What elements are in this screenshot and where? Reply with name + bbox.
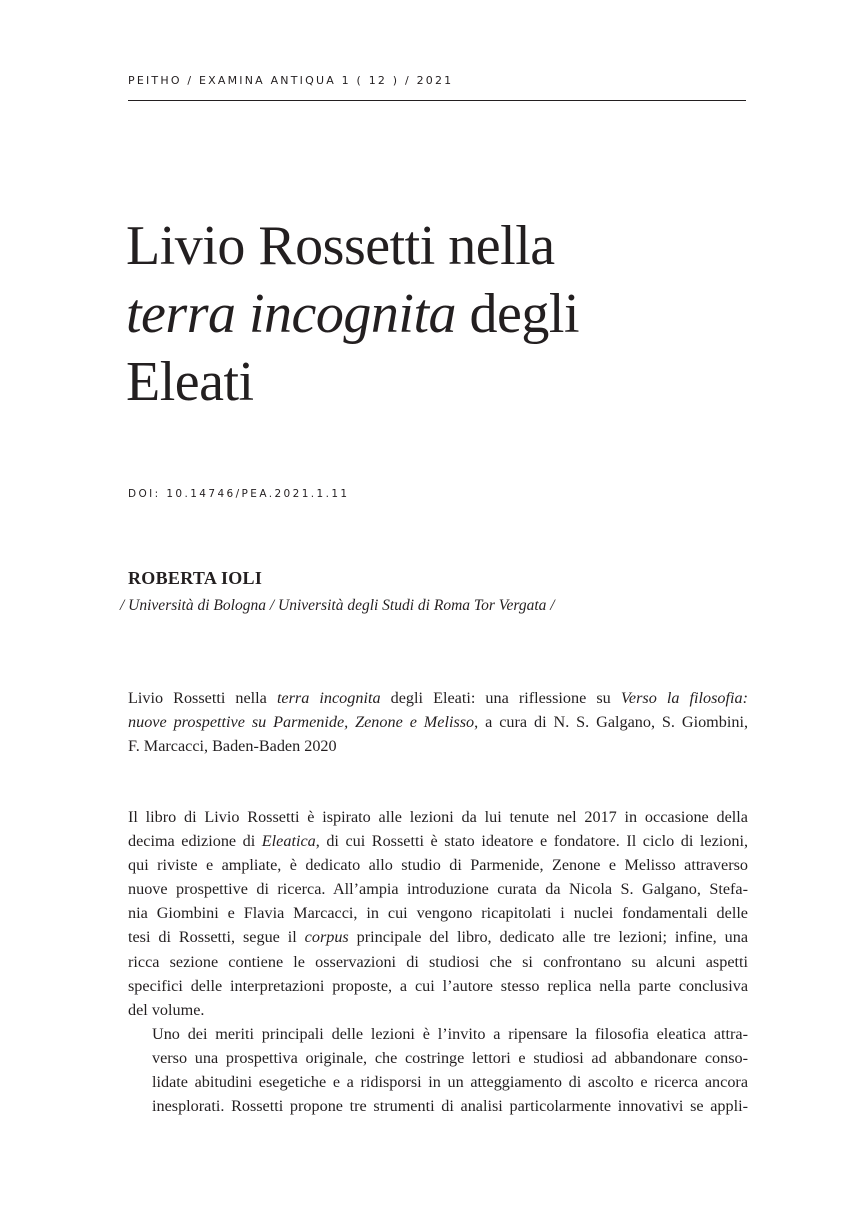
- reviewed-work-line: F. Marcacci, Baden-Baden 2020: [128, 737, 337, 755]
- paragraph-1: [128, 805, 748, 1022]
- title-line-2-rest: degli: [456, 283, 580, 345]
- body-line: nia Giombini e Flavia Marcacci, in cui vengono ricapitolati i nuclei fondamentali delle: [128, 904, 748, 923]
- title-line-1: Livio Rossetti nella: [126, 215, 555, 277]
- body-line: ricca sezione contiene le osservazioni di studiosi che si confrontano su alcuni aspetti: [128, 952, 748, 971]
- reviewed-work-line: Livio Rossetti nella terra incognita degli Eleati: una riflessione su Verso la filosofia:: [128, 689, 749, 707]
- body-line: qui riviste e ampliate, è dedicato allo studio di Parmenide, Zenone e Melisso attraverso: [128, 856, 748, 875]
- body-line: verso una prospettiva originale, che costringe lettori e studiosi ad abbandonare conso-: [152, 1048, 748, 1067]
- reviewed-work: [128, 686, 748, 758]
- running-head: PEITHO / EXAMINA ANTIQUA 1 ( 12 ) / 2021: [128, 74, 454, 87]
- title-line-3: Eleati: [126, 351, 254, 413]
- author-name: ROBERTA IOLI: [128, 568, 263, 588]
- body-text: [128, 805, 748, 1118]
- body-line: del volume.: [128, 1000, 205, 1019]
- body-line: tesi di Rossetti, segue il corpus principale del libro, dedicato alle tre lezioni; infine, una: [128, 928, 749, 947]
- body-line: specifici delle interpretazioni proposte, a cui l’autore stesso replica nella parte conclusiva: [128, 976, 748, 995]
- paragraph-2: [128, 1022, 748, 1118]
- body-line: Il libro di Livio Rossetti è ispirato alle lezioni da lui tenute nel 2017 in occasione della: [128, 808, 748, 826]
- article-title: [126, 212, 766, 416]
- body-line: lidate abitudini esegetiche e a ridisporsi in un atteggiamento di ascolto e ricerca ancora: [152, 1073, 748, 1092]
- body-line: Uno dei meriti principali delle lezioni è l’invito a ripensare la filosofia eleatica attra-: [152, 1024, 748, 1043]
- header-rule: [128, 100, 746, 101]
- body-line: decima edizione di Eleatica, di cui Rossetti è stato ideatore e fondatore. Il ciclo di lezioni,: [128, 832, 748, 851]
- doi: DOI: 10.14746/PEA.2021.1.11: [128, 488, 350, 500]
- title-italic-phrase: terra incognita: [126, 283, 457, 345]
- author-affiliation: / Università di Bologna / Università degli Studi di Roma Tor Vergata /: [120, 597, 555, 614]
- reviewed-work-line: nuove prospettive su Parmenide, Zenone e Melisso, a cura di N. S. Galgano, S. Giombini,: [128, 713, 749, 731]
- body-line: inesplorati. Rossetti propone tre strumenti di analisi particolarmente innovativi se appli-: [152, 1097, 748, 1116]
- body-line: nuove prospettive di ricerca. All’ampia introduzione curata da Nicola S. Galgano, Stefa-: [128, 880, 748, 899]
